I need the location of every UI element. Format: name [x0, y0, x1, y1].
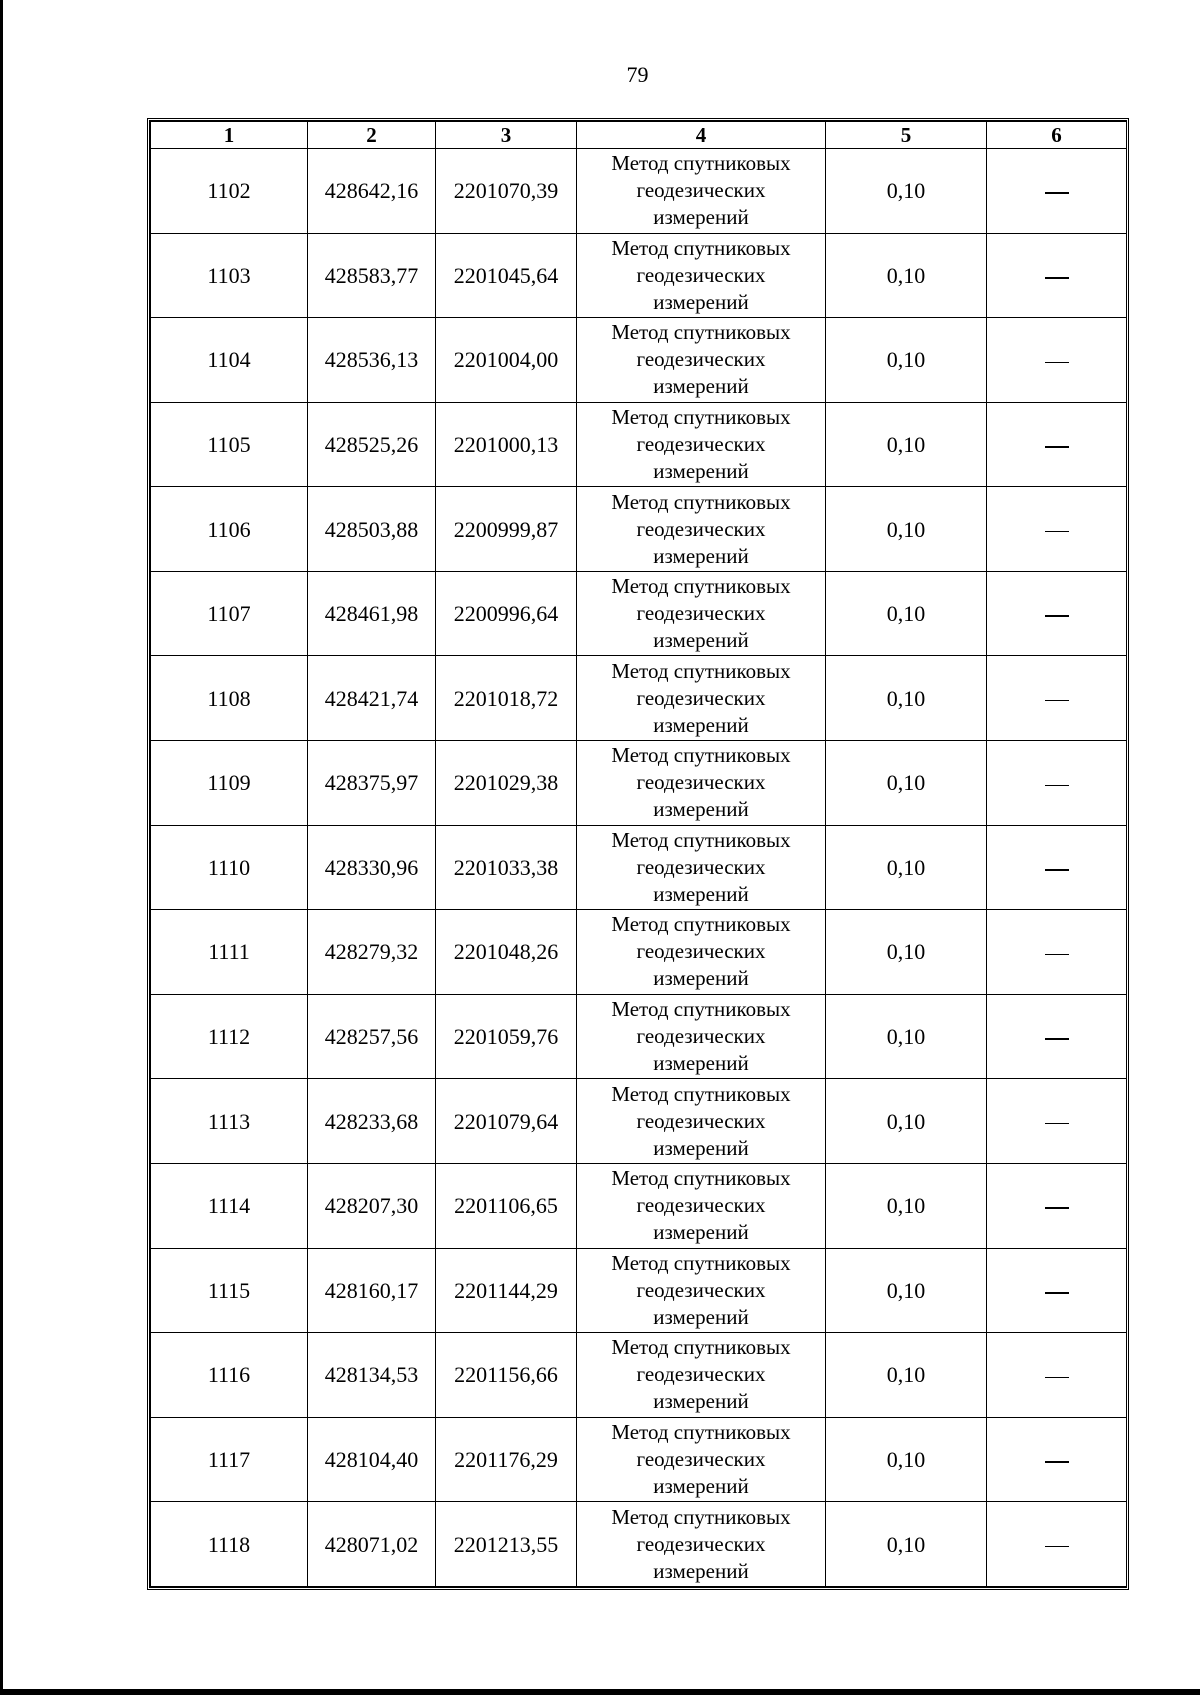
em-dash	[1045, 277, 1069, 279]
x-coordinate-cell: 428233,68	[308, 1079, 436, 1164]
y-coordinate-cell: 2201070,39	[436, 149, 577, 234]
y-coordinate-cell: 2201156,66	[436, 1333, 577, 1418]
table-row	[151, 318, 1127, 403]
em-dash	[1045, 954, 1069, 956]
table-row	[151, 149, 1127, 234]
y-coordinate-cell: 2201176,29	[436, 1417, 577, 1502]
table-row	[151, 1417, 1127, 1502]
point-number-cell: 1113	[151, 1079, 308, 1164]
method-cell	[577, 1163, 826, 1248]
method-cell	[577, 1248, 826, 1333]
x-coordinate-cell: 428071,02	[308, 1502, 436, 1587]
page-number: 79	[626, 62, 649, 87]
method-line: геодезических	[636, 601, 766, 626]
method-line: измерений	[653, 712, 749, 737]
x-coordinate-cell: 428207,30	[308, 1163, 436, 1248]
table-row	[151, 656, 1127, 741]
method-line: измерений	[653, 1220, 749, 1245]
table-row	[151, 487, 1127, 572]
point-number-cell: 1115	[151, 1248, 308, 1333]
accuracy-cell: 0,10	[826, 402, 987, 487]
method-line: геодезических	[636, 1446, 766, 1471]
point-number-cell: 1105	[151, 402, 308, 487]
table-row	[151, 1333, 1127, 1418]
method-line: измерений	[653, 1473, 749, 1498]
method-line: измерений	[653, 1135, 749, 1160]
x-coordinate-cell: 428375,97	[308, 741, 436, 826]
method-line: геодезических	[636, 347, 766, 372]
method-line: геодезических	[636, 1277, 766, 1302]
x-coordinate-cell: 428104,40	[308, 1417, 436, 1502]
method-line: измерений	[653, 797, 749, 822]
method-line: измерений	[653, 459, 749, 484]
accuracy-cell: 0,10	[826, 741, 987, 826]
note-cell	[987, 149, 1127, 234]
note-cell	[987, 1163, 1127, 1248]
y-coordinate-cell: 2201059,76	[436, 994, 577, 1079]
note-cell	[987, 318, 1127, 403]
note-cell	[987, 1502, 1127, 1587]
method-cell	[577, 571, 826, 656]
y-coordinate-cell: 2201079,64	[436, 1079, 577, 1164]
table-row	[151, 741, 1127, 826]
method-cell	[577, 825, 826, 910]
table-row	[151, 571, 1127, 656]
column-header-2: 2	[308, 122, 436, 149]
table-row	[151, 910, 1127, 995]
em-dash	[1045, 785, 1069, 787]
point-number-cell: 1116	[151, 1333, 308, 1418]
method-cell	[577, 741, 826, 826]
em-dash	[1045, 1207, 1069, 1209]
scan-edge-bottom	[0, 1689, 1200, 1695]
scan-edge-left	[0, 0, 3, 1695]
table-row	[151, 1248, 1127, 1333]
column-header-4: 4	[577, 122, 826, 149]
method-line: Метод спутниковых	[611, 489, 791, 514]
y-coordinate-cell: 2201106,65	[436, 1163, 577, 1248]
y-coordinate-cell: 2201004,00	[436, 318, 577, 403]
x-coordinate-cell: 428503,88	[308, 487, 436, 572]
method-cell	[577, 656, 826, 741]
accuracy-cell: 0,10	[826, 571, 987, 656]
method-line: Метод спутниковых	[611, 658, 791, 683]
method-cell	[577, 487, 826, 572]
method-line: измерений	[653, 1051, 749, 1076]
method-cell	[577, 402, 826, 487]
point-number-cell: 1118	[151, 1502, 308, 1587]
note-cell	[987, 1248, 1127, 1333]
note-cell	[987, 825, 1127, 910]
column-header-6: 6	[987, 122, 1127, 149]
note-cell	[987, 571, 1127, 656]
note-cell	[987, 1333, 1127, 1418]
point-number-cell: 1109	[151, 741, 308, 826]
method-line: геодезических	[636, 939, 766, 964]
table-row	[151, 1163, 1127, 1248]
em-dash	[1045, 615, 1069, 617]
method-line: измерений	[653, 289, 749, 314]
point-number-cell: 1108	[151, 656, 308, 741]
method-line: Метод спутниковых	[611, 743, 791, 768]
method-cell	[577, 318, 826, 403]
method-line: геодезических	[636, 1362, 766, 1387]
x-coordinate-cell: 428330,96	[308, 825, 436, 910]
method-line: геодезических	[636, 516, 766, 541]
note-cell	[987, 1417, 1127, 1502]
em-dash	[1045, 1546, 1069, 1548]
table-row	[151, 233, 1127, 318]
accuracy-cell: 0,10	[826, 910, 987, 995]
method-line: геодезических	[636, 178, 766, 203]
em-dash	[1045, 1461, 1069, 1463]
x-coordinate-cell: 428279,32	[308, 910, 436, 995]
method-line: Метод спутниковых	[611, 827, 791, 852]
method-line: геодезических	[636, 770, 766, 795]
note-cell	[987, 741, 1127, 826]
y-coordinate-cell: 2201045,64	[436, 233, 577, 318]
y-coordinate-cell: 2201029,38	[436, 741, 577, 826]
em-dash	[1045, 362, 1069, 364]
method-line: Метод спутниковых	[611, 1081, 791, 1106]
method-line: геодезических	[636, 1193, 766, 1218]
note-cell	[987, 487, 1127, 572]
accuracy-cell: 0,10	[826, 656, 987, 741]
x-coordinate-cell: 428461,98	[308, 571, 436, 656]
accuracy-cell: 0,10	[826, 149, 987, 234]
coordinates-table	[150, 121, 1127, 1587]
point-number-cell: 1117	[151, 1417, 308, 1502]
method-line: Метод спутниковых	[611, 574, 791, 599]
table-row	[151, 402, 1127, 487]
method-line: Метод спутниковых	[611, 1335, 791, 1360]
table-row	[151, 1079, 1127, 1164]
y-coordinate-cell: 2201213,55	[436, 1502, 577, 1587]
em-dash	[1045, 700, 1069, 702]
method-cell	[577, 1502, 826, 1587]
column-header-5: 5	[826, 122, 987, 149]
point-number-cell: 1102	[151, 149, 308, 234]
method-line: Метод спутниковых	[611, 997, 791, 1022]
x-coordinate-cell: 428160,17	[308, 1248, 436, 1333]
note-cell	[987, 994, 1127, 1079]
accuracy-cell: 0,10	[826, 1417, 987, 1502]
point-number-cell: 1111	[151, 910, 308, 995]
x-coordinate-cell: 428642,16	[308, 149, 436, 234]
column-header-3: 3	[436, 122, 577, 149]
note-cell	[987, 910, 1127, 995]
table-header-row	[151, 122, 1127, 149]
em-dash	[1045, 1292, 1069, 1294]
method-cell	[577, 910, 826, 995]
method-line: измерений	[653, 628, 749, 653]
method-cell	[577, 994, 826, 1079]
point-number-cell: 1107	[151, 571, 308, 656]
x-coordinate-cell: 428257,56	[308, 994, 436, 1079]
note-cell	[987, 656, 1127, 741]
x-coordinate-cell: 428421,74	[308, 656, 436, 741]
em-dash	[1045, 192, 1069, 194]
table-row	[151, 1502, 1127, 1587]
accuracy-cell: 0,10	[826, 994, 987, 1079]
method-line: измерений	[653, 543, 749, 568]
method-line: измерений	[653, 966, 749, 991]
method-cell	[577, 233, 826, 318]
point-number-cell: 1104	[151, 318, 308, 403]
method-cell	[577, 1079, 826, 1164]
em-dash	[1045, 869, 1069, 871]
method-line: геодезических	[636, 854, 766, 879]
accuracy-cell: 0,10	[826, 1079, 987, 1164]
point-number-cell: 1112	[151, 994, 308, 1079]
method-line: измерений	[653, 1304, 749, 1329]
note-cell	[987, 233, 1127, 318]
method-line: Метод спутниковых	[611, 235, 791, 260]
coordinates-table-frame	[147, 118, 1129, 1590]
accuracy-cell: 0,10	[826, 1248, 987, 1333]
y-coordinate-cell: 2200996,64	[436, 571, 577, 656]
method-line: Метод спутниковых	[611, 1419, 791, 1444]
method-line: Метод спутниковых	[611, 1166, 791, 1191]
method-line: геодезических	[636, 1531, 766, 1556]
method-line: Метод спутниковых	[611, 405, 791, 430]
method-line: измерений	[653, 1389, 749, 1414]
method-line: геодезических	[636, 685, 766, 710]
table-row	[151, 825, 1127, 910]
note-cell	[987, 402, 1127, 487]
x-coordinate-cell: 428134,53	[308, 1333, 436, 1418]
method-line: геодезических	[636, 1024, 766, 1049]
method-line: Метод спутниковых	[611, 320, 791, 345]
em-dash	[1045, 531, 1069, 533]
method-line: измерений	[653, 1558, 749, 1583]
em-dash	[1045, 1123, 1069, 1125]
point-number-cell: 1103	[151, 233, 308, 318]
method-line: геодезических	[636, 1108, 766, 1133]
accuracy-cell: 0,10	[826, 825, 987, 910]
accuracy-cell: 0,10	[826, 1502, 987, 1587]
column-header-1: 1	[151, 122, 308, 149]
method-line: геодезических	[636, 432, 766, 457]
method-cell	[577, 1333, 826, 1418]
accuracy-cell: 0,10	[826, 233, 987, 318]
method-cell	[577, 1417, 826, 1502]
x-coordinate-cell: 428536,13	[308, 318, 436, 403]
method-line: Метод спутниковых	[611, 151, 791, 176]
y-coordinate-cell: 2200999,87	[436, 487, 577, 572]
method-line: Метод спутниковых	[611, 1250, 791, 1275]
method-line: Метод спутниковых	[611, 912, 791, 937]
y-coordinate-cell: 2201000,13	[436, 402, 577, 487]
y-coordinate-cell: 2201144,29	[436, 1248, 577, 1333]
em-dash	[1045, 1038, 1069, 1040]
accuracy-cell: 0,10	[826, 318, 987, 403]
method-line: Метод спутниковых	[611, 1504, 791, 1529]
method-line: геодезических	[636, 262, 766, 287]
x-coordinate-cell: 428525,26	[308, 402, 436, 487]
y-coordinate-cell: 2201033,38	[436, 825, 577, 910]
method-line: измерений	[653, 374, 749, 399]
x-coordinate-cell: 428583,77	[308, 233, 436, 318]
em-dash	[1045, 446, 1069, 448]
table-body	[151, 149, 1127, 1587]
point-number-cell: 1110	[151, 825, 308, 910]
accuracy-cell: 0,10	[826, 487, 987, 572]
method-cell	[577, 149, 826, 234]
accuracy-cell: 0,10	[826, 1333, 987, 1418]
table-row	[151, 994, 1127, 1079]
em-dash	[1045, 1377, 1069, 1379]
point-number-cell: 1114	[151, 1163, 308, 1248]
method-line: измерений	[653, 881, 749, 906]
y-coordinate-cell: 2201048,26	[436, 910, 577, 995]
note-cell	[987, 1079, 1127, 1164]
y-coordinate-cell: 2201018,72	[436, 656, 577, 741]
method-line: измерений	[653, 205, 749, 230]
accuracy-cell: 0,10	[826, 1163, 987, 1248]
point-number-cell: 1106	[151, 487, 308, 572]
